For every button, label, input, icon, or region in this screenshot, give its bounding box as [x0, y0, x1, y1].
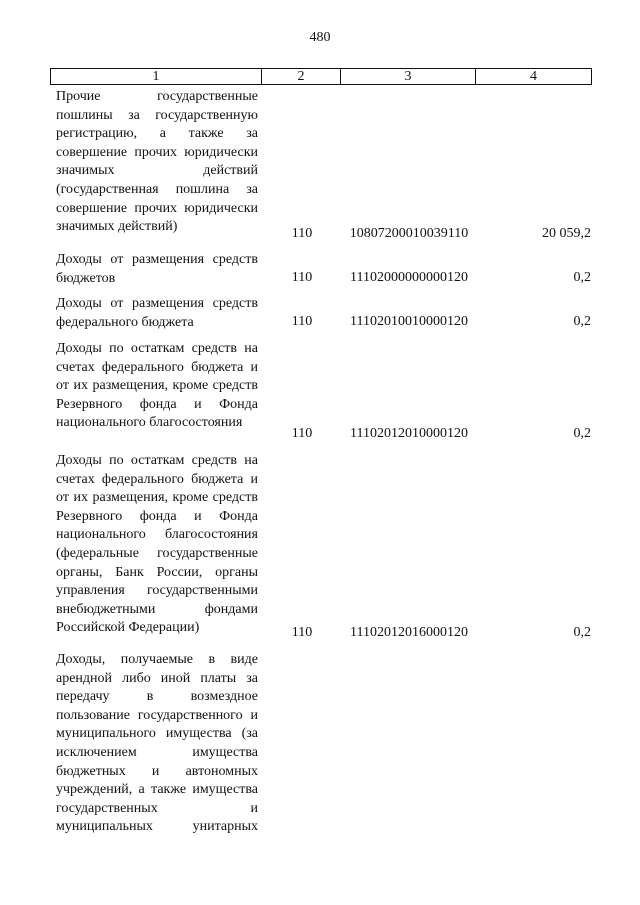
row-1-amount: 20 059,2 [542, 226, 591, 241]
row-1-description: Прочие государственные пошлины за государственную регистрацию, а также за совершение прочих юридически значимых действий (государственная пошлина за совершение прочих юридически значимых действий) [56, 89, 258, 235]
row-2-kbk: 11102000000000120 [350, 270, 468, 285]
row-1-kbk: 10807200010039110 [349, 226, 469, 241]
table-header-col-1: 1 [50, 68, 262, 85]
row-2-description: Доходы от размещения средств бюджетов [56, 252, 258, 286]
row-2-amount: 0,2 [573, 270, 591, 285]
row-5-kbk: 11102012016000120 [350, 625, 468, 640]
row-4-kbk: 11102012010000120 [350, 426, 468, 441]
row-5-description: Доходы по остаткам средств на счетах федерального бюджета и от их размещения, кроме средств Резервного фонда и Фонда национального благосостояния (федеральные государственные органы, Банк России, органы управления государственными внебюджетными фондами Российской Федерации) [56, 453, 258, 636]
row-4-code: 110 [291, 426, 313, 441]
page-number: 480 [309, 30, 331, 45]
row-3-code: 110 [291, 314, 313, 329]
row-2-code: 110 [291, 270, 313, 285]
table-header-col-4: 4 [475, 68, 592, 85]
table-header-col-3: 3 [340, 68, 476, 85]
row-3-kbk: 11102010010000120 [350, 314, 468, 329]
table-header-col-2: 2 [261, 68, 341, 85]
row-6-description: Доходы, получаемые в виде арендной либо иной платы за передачу в возмездное пользование государственного и муниципального имущества (за исключением имущества бюджетных и автономных учреждений, а также имущества государственных и муниципальных унитарных [56, 652, 258, 835]
row-5-amount: 0,2 [573, 625, 591, 640]
row-4-amount: 0,2 [573, 426, 591, 441]
row-3-description: Доходы от размещения средств федерального бюджета [56, 296, 258, 330]
row-3-amount: 0,2 [573, 314, 591, 329]
row-1-code: 110 [291, 226, 313, 241]
row-4-description: Доходы по остаткам средств на счетах федерального бюджета и от их размещения, кроме средств Резервного фонда и Фонда национального благосостояния [56, 341, 258, 431]
row-5-code: 110 [291, 625, 313, 640]
